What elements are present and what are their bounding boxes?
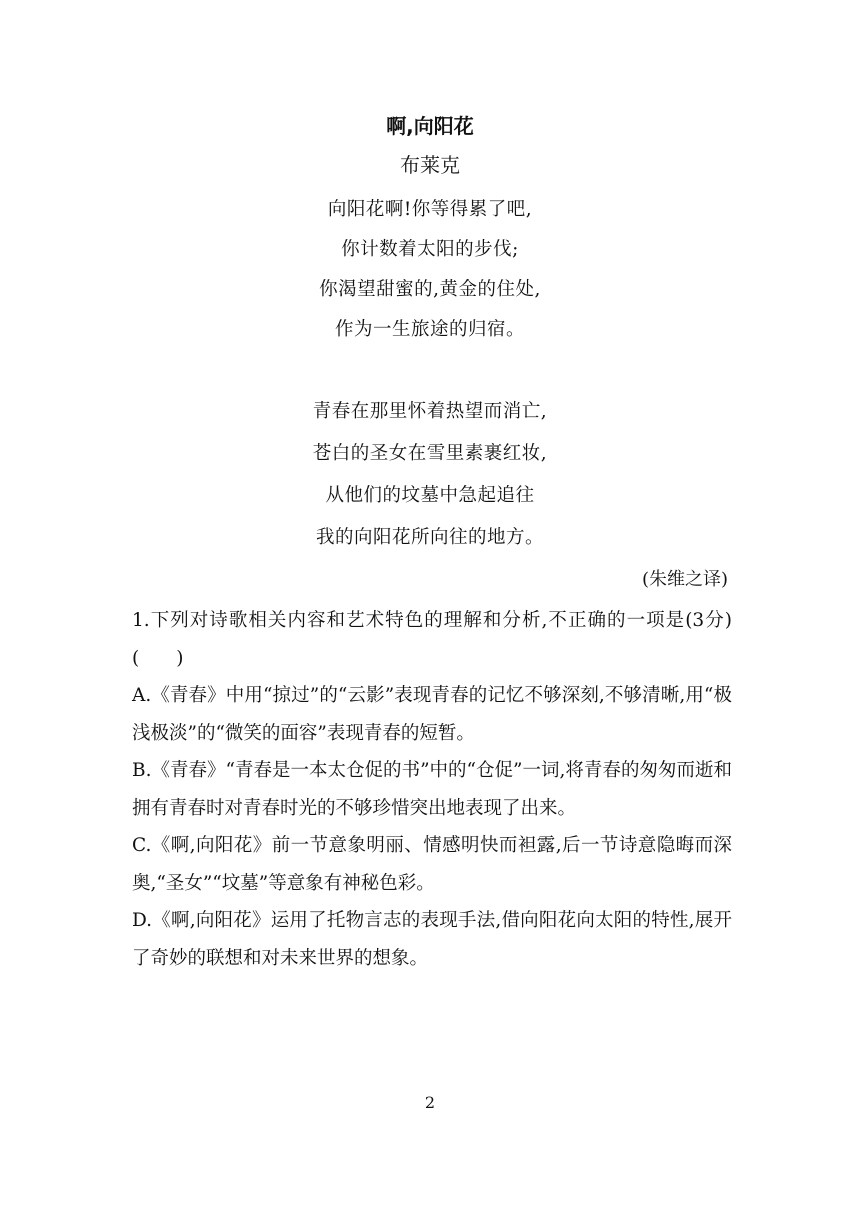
page-number: 2: [424, 1093, 436, 1112]
poem-line: 你计数着太阳的步伐;: [341, 239, 519, 260]
poem-line: 作为一生旅途的归宿。: [334, 319, 525, 340]
option-c: C.《啊,向阳花》前一节意象明丽、情感明快而袒露,后一节诗意隐晦而深奥,“圣女”“坟墓”等意象有神秘色彩。: [132, 835, 732, 894]
poem-line: 向阳花啊!你等得累了吧,: [327, 199, 533, 220]
poem-line: 从他们的坟墓中急起追往: [325, 485, 535, 506]
poem-line: 苍白的圣女在雪里素裹红妆,: [312, 443, 548, 464]
poem-author: 布莱克: [400, 153, 460, 177]
translator-credit: (朱维之译): [641, 569, 728, 590]
option-b: B.《青春》“青春是一本太仓促的书”中的“仓促”一词,将青春的匆匆而逝和拥有青春时对青春时光的不够珍惜突出地表现了出来。: [132, 760, 732, 819]
option-a: A.《青春》中用“掠过”的“云影”表现青春的记忆不够深刻,不够清晰,用“极浅极淡”的“微笑的面容”表现青春的短暂。: [132, 685, 732, 744]
poem-line: 我的向阳花所向往的地方。: [315, 527, 544, 548]
poem-title: 啊,向阳花: [386, 114, 474, 138]
poem-line: 青春在那里怀着热望而消亡,: [312, 401, 548, 422]
question-block: [132, 602, 732, 977]
poem-line: 你渴望甜蜜的,黄金的住处,: [319, 279, 541, 300]
question-stem: 1.下列对诗歌相关内容和艺术特色的理解和分析,不正确的一项是(3分)( ): [132, 610, 732, 669]
option-d: D.《啊,向阳花》运用了托物言志的表现手法,借向阳花向太阳的特性,展开了奇妙的联想和对未来世界的想象。: [132, 910, 732, 969]
